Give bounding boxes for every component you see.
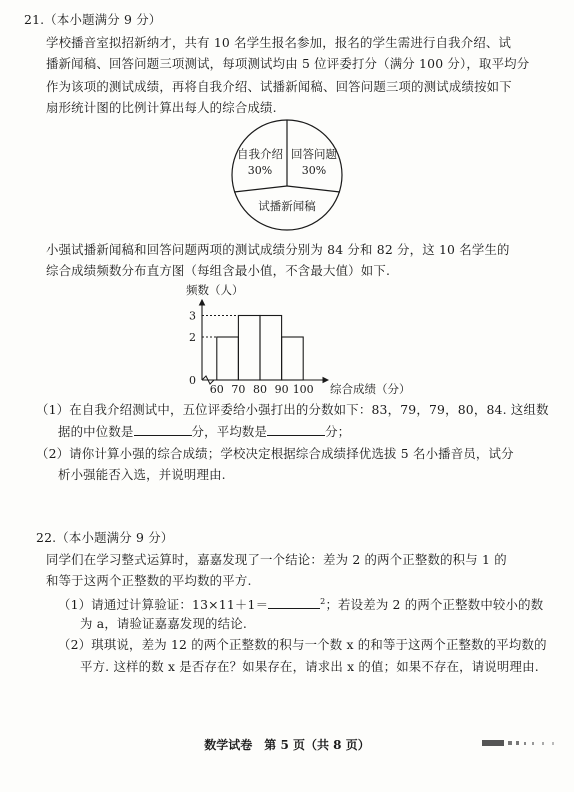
q22-sub2-line-2: 平方. 这样的数 x 是否存在？如果存在，请求出 x 的值；如果不存在，请说明理由. bbox=[80, 659, 539, 674]
histogram-y-tick-2: 2 bbox=[189, 331, 196, 344]
q21-heading: 21.（本小题满分 9 分） bbox=[24, 12, 162, 27]
q21-text-line-5: 小强试播新闻稿和回答问题两项的测试成绩分别为 84 分和 82 分，这 10 名学生的 bbox=[46, 242, 510, 257]
pie-slice-label-self-intro: 自我介绍 bbox=[237, 147, 283, 161]
q21-sub1-text-a: 据的中位数是 bbox=[58, 424, 134, 439]
q21-text-line-3: 作为该项的测试成绩，再将自我介绍、试播新闻稿、回答问题三项的测试成绩按如下 bbox=[46, 79, 512, 94]
histogram-y-tick-0: 0 bbox=[189, 374, 196, 387]
q21-text-line-2: 播新闻稿、回答问题三项测试，每项测试均由 5 位评委打分（满分 100 分），取平均分 bbox=[46, 56, 530, 71]
histogram-x-tick-100: 100 bbox=[292, 383, 314, 396]
q22-sub1-line-2: 为 a，请验证嘉嘉发现的结论. bbox=[80, 616, 247, 631]
q21-sub1-line-1: （1）在自我介绍测试中，五位评委给小强打出的分数如下：83，79，79，80，84. 这组数 bbox=[36, 402, 549, 417]
q21-sub1-text-b: 分，平均数是 bbox=[191, 424, 268, 439]
pie-divider-left bbox=[234, 186, 287, 192]
pie-slice-label-news: 试播新闻稿 bbox=[258, 199, 316, 213]
q22-sub2-line-1: （2）琪琪说，差为 12 的两个正整数的积与一个数 x 的和等于这两个正整数的平均数的 bbox=[58, 637, 547, 652]
q21-text-line-4: 扇形统计图的比例计算出每人的综合成绩. bbox=[46, 100, 277, 115]
histogram-y-label: 频数（人） bbox=[186, 283, 244, 297]
histogram-bar-60-70 bbox=[217, 337, 239, 380]
pie-chart bbox=[230, 118, 344, 232]
histogram-x-tick-60: 60 bbox=[209, 383, 224, 396]
square-superscript: 2 bbox=[320, 597, 326, 606]
histogram-bar-70-80 bbox=[238, 316, 260, 381]
q21-sub2-line-2: 析小强能否入选，并说明理由. bbox=[58, 467, 226, 482]
q21-sub2-line-1: （2）请你计算小强的综合成绩；学校决定根据综合成绩择优选拔 5 名小播音员，试分 bbox=[36, 446, 514, 461]
q21-text-line-6: 综合成绩频数分布直方图（每组含最小值，不含最大值）如下. bbox=[46, 263, 391, 278]
histogram-x-label: 综合成绩（分） bbox=[330, 382, 411, 396]
q21-sub1-text-c: 分； bbox=[325, 424, 351, 439]
q22-text-line-2: 和等于这两个正整数的平均数的平方. bbox=[46, 573, 252, 588]
histogram-bar-80-90 bbox=[260, 316, 282, 381]
median-answer-blank[interactable] bbox=[134, 423, 192, 436]
q22-sub1-text-a: （1）请通过计算验证：13×11＋1＝ bbox=[58, 597, 269, 613]
pie-slice-label-answer: 回答问题 bbox=[291, 147, 337, 161]
q22-sub1-text-b: ；若设差为 2 的两个正整数中较小的数 bbox=[325, 597, 544, 613]
pie-divider-right bbox=[287, 186, 340, 192]
histogram-x-tick-90: 90 bbox=[274, 383, 289, 396]
q22-sub1-line-1 bbox=[58, 594, 543, 613]
barcode-mark bbox=[482, 738, 560, 748]
mean-answer-blank[interactable] bbox=[267, 423, 325, 436]
q21-sub1-line-2 bbox=[58, 423, 350, 440]
histogram-bar-90-100 bbox=[282, 337, 304, 380]
histogram-x-tick-80: 80 bbox=[253, 383, 267, 396]
pie-slice-value-self-intro: 30% bbox=[247, 164, 273, 177]
histogram bbox=[180, 282, 420, 396]
histogram-y-tick-3: 3 bbox=[189, 309, 196, 323]
q21-text-line-1: 学校播音室拟招新纳才，共有 10 名学生报名参加，报名的学生需进行自我介绍、试 bbox=[46, 35, 512, 50]
q22-text-line-1: 同学们在学习整式运算时，嘉嘉发现了一个结论：差为 2 的两个正整数的积与 1 的 bbox=[46, 552, 507, 567]
pie-slice-value-answer: 30% bbox=[301, 164, 327, 177]
q22-heading: 22.（本小题满分 9 分） bbox=[36, 530, 174, 545]
page-footer: 数学试卷 第 5 页（共 8 页） bbox=[204, 738, 370, 752]
verify-answer-blank[interactable] bbox=[268, 596, 320, 609]
histogram-x-tick-70: 70 bbox=[231, 383, 246, 396]
